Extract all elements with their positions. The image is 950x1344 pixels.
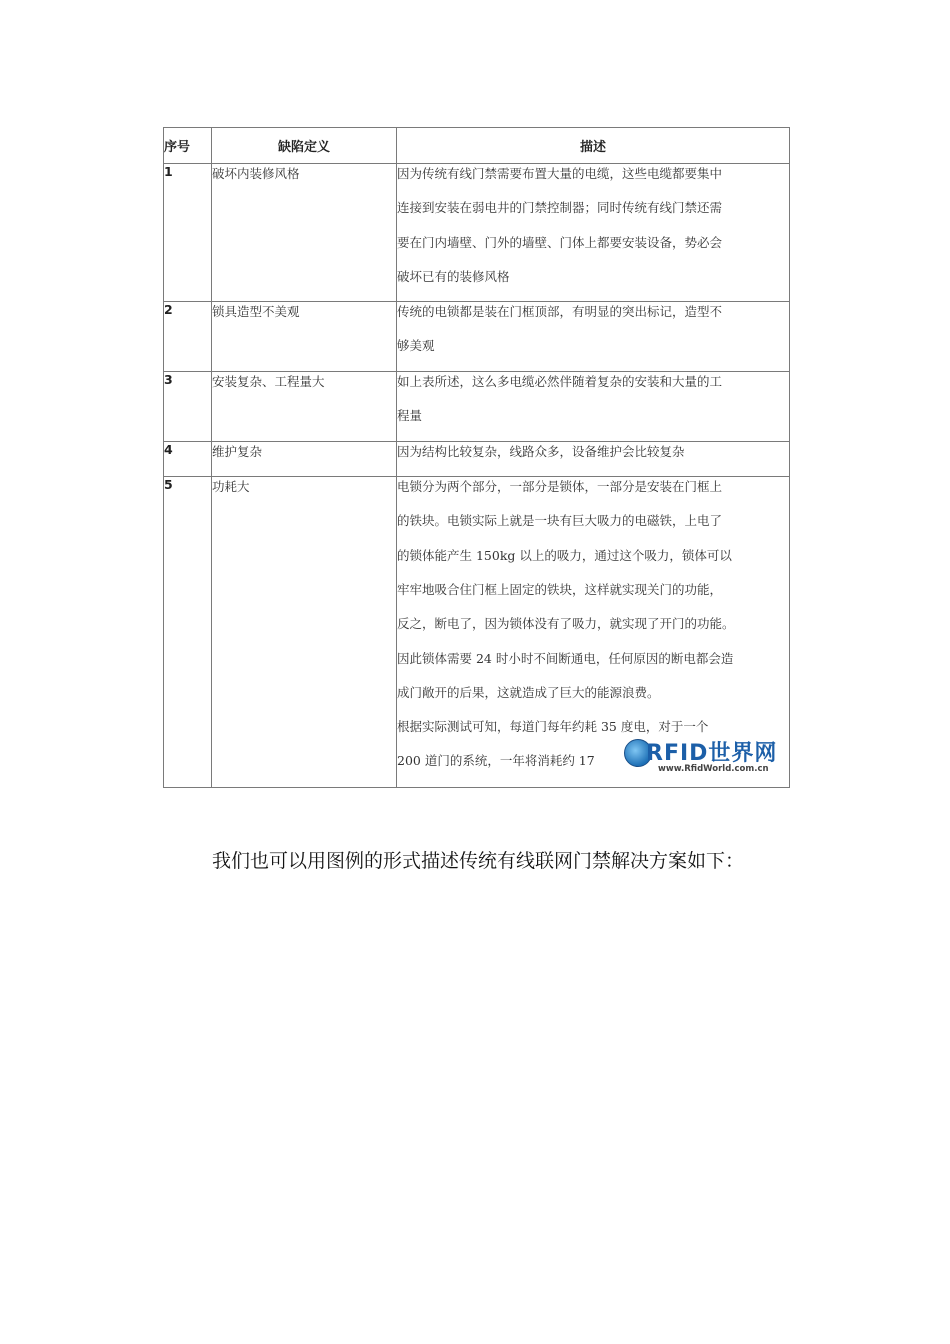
row-number: 3 [164, 371, 212, 441]
description-line: 连接到安装在弱电井的门禁控制器；同时传统有线门禁还需 [397, 200, 723, 216]
watermark-url: www.RfidWorld.com.cn [658, 764, 769, 774]
row-number: 5 [164, 477, 212, 788]
description-line: 如上表所述，这么多电缆必然伴随着复杂的安装和大量的工 [397, 373, 723, 389]
row-number: 1 [164, 164, 212, 302]
description-line: 200 道门的系统，一年将消耗约 17 [397, 753, 595, 769]
row-definition: 锁具造型不美观 [212, 302, 397, 372]
defect-table [163, 127, 790, 788]
row-description [397, 441, 790, 476]
description-line: 破坏已有的装修风格 [397, 268, 510, 284]
description-line: 因为结构比较复杂，线路众多，设备维护会比较复杂 [397, 443, 685, 459]
row-description [397, 302, 790, 372]
description-line: 要在门内墙壁、门外的墙壁、门体上都要安装设备，势必会 [397, 234, 723, 250]
table-header-row [164, 128, 790, 164]
row-definition: 功耗大 [212, 477, 397, 788]
caption-paragraph: 我们也可以用图例的形式描述传统有线联网门禁解决方案如下： [212, 850, 745, 872]
table-row [164, 371, 790, 441]
header-definition: 缺陷定义 [212, 128, 397, 164]
header-description: 描述 [397, 128, 790, 164]
header-number: 序号 [164, 128, 212, 164]
rfid-world-watermark-logo [624, 733, 784, 779]
description-line: 程量 [397, 408, 423, 424]
description-line: 成门敞开的后果，这就造成了巨大的能源浪费。 [397, 684, 660, 700]
description-line: 电锁分为两个部分，一部分是锁体，一部分是安装在门框上 [397, 479, 723, 495]
description-line: 的铁块。电锁实际上就是一块有巨大吸力的电磁铁，上电了 [397, 513, 723, 529]
row-definition: 安装复杂、工程量大 [212, 371, 397, 441]
description-line: 的锁体能产生 150kg 以上的吸力，通过这个吸力，锁体可以 [397, 547, 732, 563]
description-line: 根据实际测试可知，每道门每年约耗 35 度电，对于一个 [397, 719, 709, 735]
description-line: 传统的电锁都是装在门框顶部，有明显的突出标记，造型不 [397, 304, 723, 320]
row-description [397, 371, 790, 441]
row-definition: 维护复杂 [212, 441, 397, 476]
description-line: 够美观 [397, 338, 435, 354]
table-row [164, 164, 790, 302]
table-row [164, 441, 790, 476]
row-number: 4 [164, 441, 212, 476]
watermark-brand: RFID世界网 [646, 741, 778, 766]
table-row [164, 302, 790, 372]
row-description [397, 164, 790, 302]
description-line: 牢牢地吸合住门框上固定的铁块，这样就实现关门的功能， [397, 581, 723, 597]
row-definition: 破坏内装修风格 [212, 164, 397, 302]
row-number: 2 [164, 302, 212, 372]
description-line: 因为传统有线门禁需要布置大量的电缆，这些电缆都要集中 [397, 166, 723, 181]
description-line: 因此锁体需要 24 时小时不间断通电，任何原因的断电都会造 [397, 650, 734, 666]
description-line: 反之，断电了，因为锁体没有了吸力，就实现了开门的功能。 [397, 616, 735, 632]
